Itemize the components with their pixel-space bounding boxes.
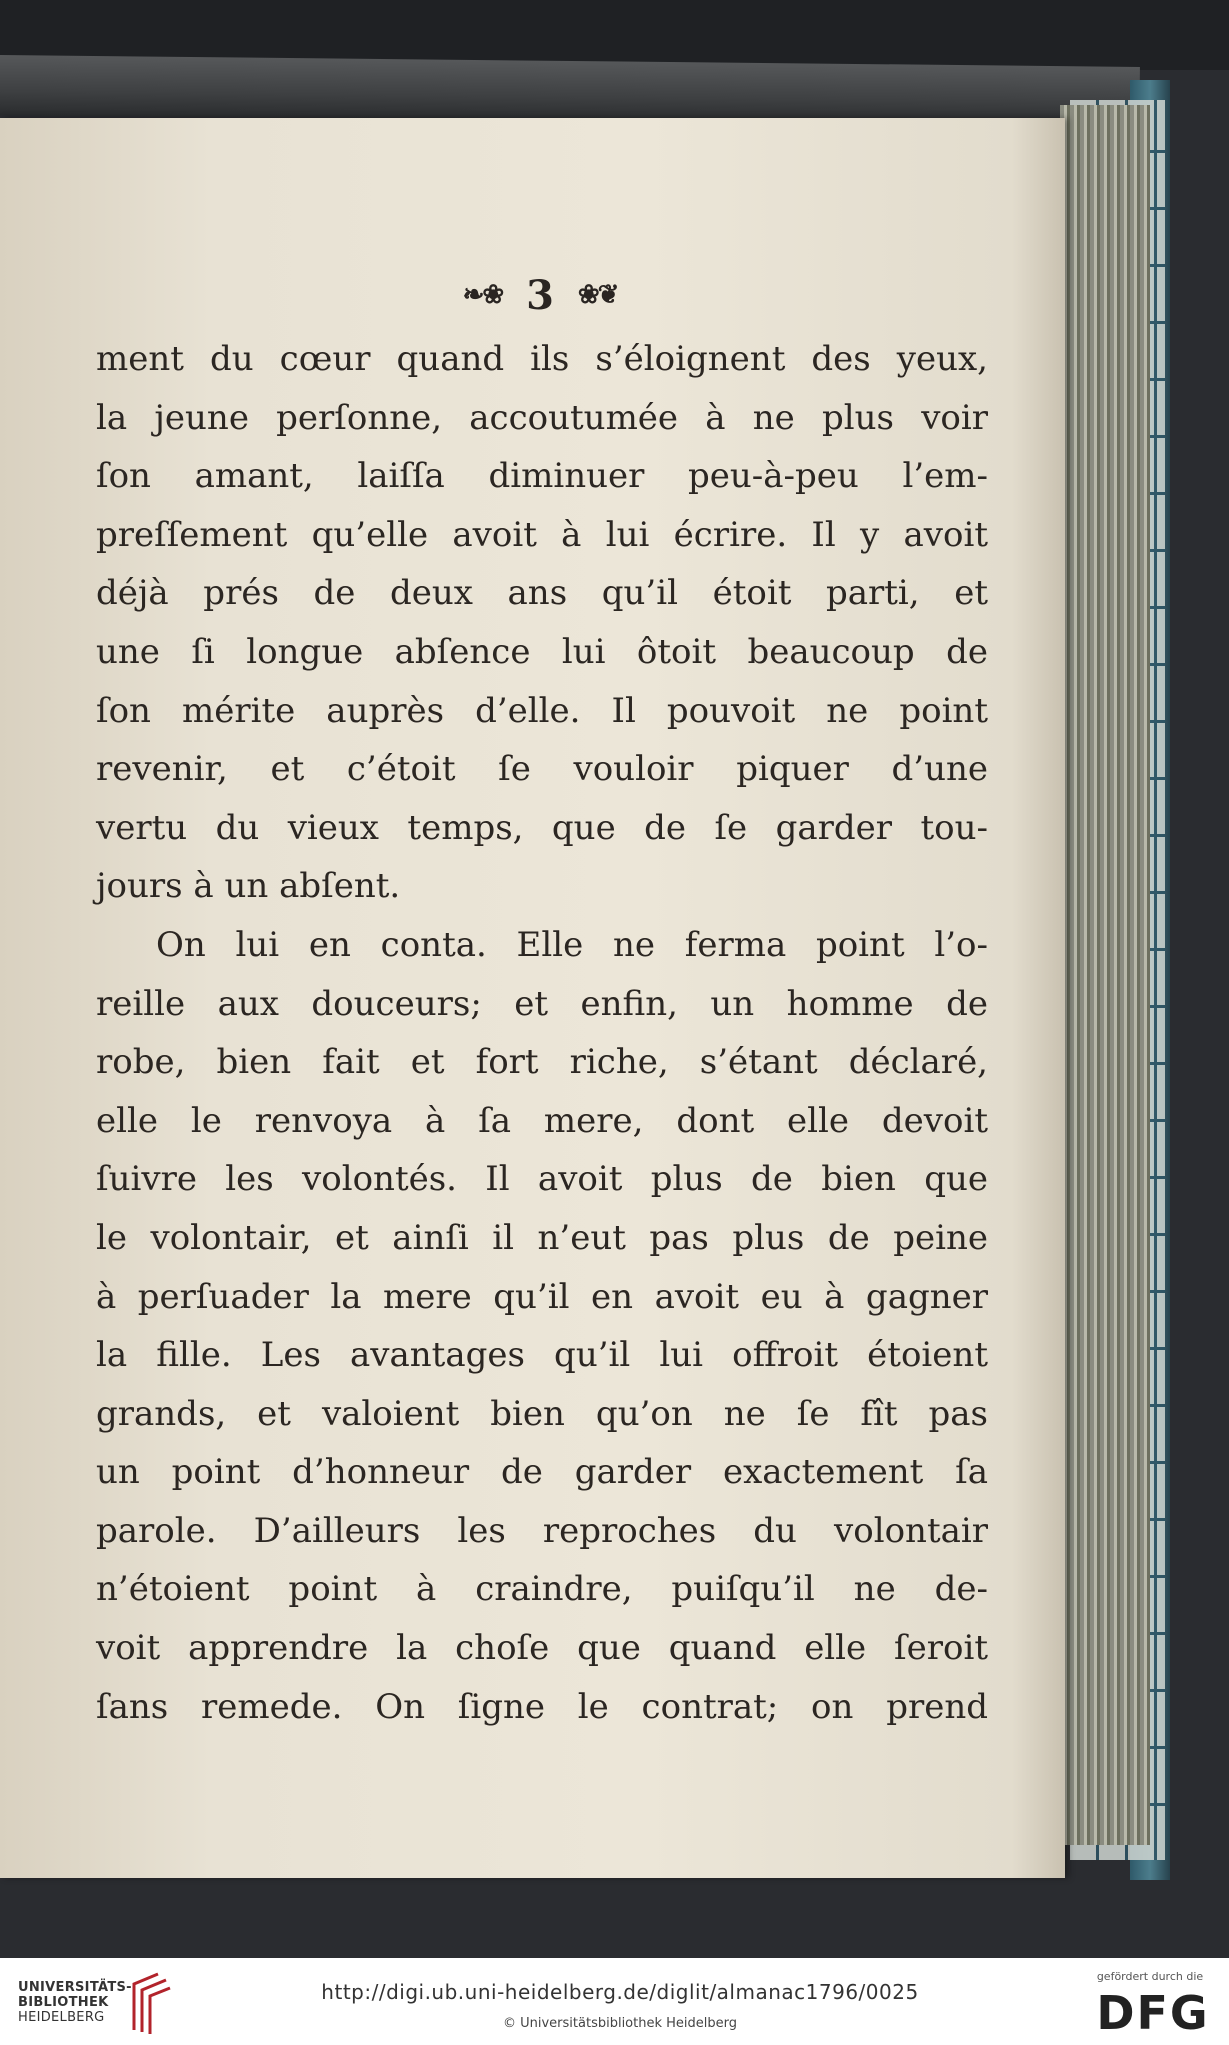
header-ornament-left: ❧❀	[462, 280, 503, 310]
permalink-url[interactable]: http://digi.ub.uni-heidelberg.de/diglit/almanac1796/0025	[321, 1980, 919, 2004]
text-line: robe, bien fait et fort riche, s’étant déclaré,	[96, 1042, 988, 1083]
text-line: n’étoient point à craindre, puiſqu’il ne de-	[96, 1569, 988, 1610]
library-logo-icon	[128, 1970, 172, 2036]
text-line: ment du cœur quand ils s’éloignent des yeux,	[96, 339, 988, 379]
book-page	[0, 118, 1065, 1878]
text-line: elle le renvoya à ſa mere, dont elle devoit	[96, 1100, 988, 1141]
text-line: ſon mérite auprès d’elle. Il pouvoit ne point	[96, 690, 988, 731]
text-line: revenir, et c’étoit ſe vouloir piquer d’une	[96, 749, 988, 790]
text-line: une ſi longue abſence lui ôtoit beaucoup de	[96, 631, 988, 672]
dfg-logo[interactable]: DFG	[1096, 1986, 1210, 2040]
page-header	[430, 268, 650, 328]
text-line: grands, et valoient bien qu’on ne ſe fît pas	[96, 1393, 988, 1434]
text-line: la jeune perſonne, accoutumée à ne plus voir	[96, 397, 988, 438]
text-line: preſſement qu’elle avoit à lui écrire. Il y avoit	[96, 514, 988, 555]
footer-bar	[0, 1958, 1229, 2045]
text-line: ſans remede. On ſigne le contrat; on prend	[96, 1686, 988, 1727]
library-name-line2: BIBLIOTHEK	[18, 1995, 109, 2010]
text-line: ſon amant, laiſſa diminuer peu-à-peu l’em-	[96, 456, 988, 497]
header-ornament-right: ❀❦	[577, 280, 618, 310]
text-line: un point d’honneur de garder exactement ſa	[96, 1452, 988, 1493]
text-line: parole. D’ailleurs les reproches du volontair	[96, 1510, 988, 1551]
library-name-line1: UNIVERSITÄTS-	[18, 1980, 132, 1995]
text-line: voit apprendre la choſe que quand elle ſeroit	[96, 1628, 988, 1669]
text-line: reille aux douceurs; et enfin, un homme de	[96, 983, 988, 1024]
text-line: à perſuader la mere qu’il en avoit eu à gagner	[96, 1276, 988, 1317]
text-line: la fille. Les avantages qu’il lui offroit étoient	[96, 1335, 988, 1376]
page-stack	[1060, 105, 1150, 1845]
text-line: vertu du vieux temps, que de ſe garder tou-	[96, 807, 988, 848]
text-line: On lui en conta. Elle ne ferma point l’o-	[156, 924, 988, 965]
text-line: le volontair, et ainſi il n’eut pas plus de peine	[96, 1217, 988, 1258]
copyright-notice: © Universitätsbibliothek Heidelberg	[502, 2016, 737, 2031]
text-line: ſuivre les volontés. Il avoit plus de bien que	[96, 1159, 988, 1200]
page-number: 3	[526, 271, 554, 319]
funding-label: gefördert durch die	[1096, 1970, 1204, 1983]
text-line: déjà prés de deux ans qu’il étoit parti, et	[96, 573, 988, 614]
library-name-line3: HEIDELBERG	[18, 2010, 105, 2025]
book-top-edge	[0, 55, 1140, 127]
page-body	[96, 330, 988, 1736]
text-line: jours à un abſent.	[96, 866, 401, 907]
